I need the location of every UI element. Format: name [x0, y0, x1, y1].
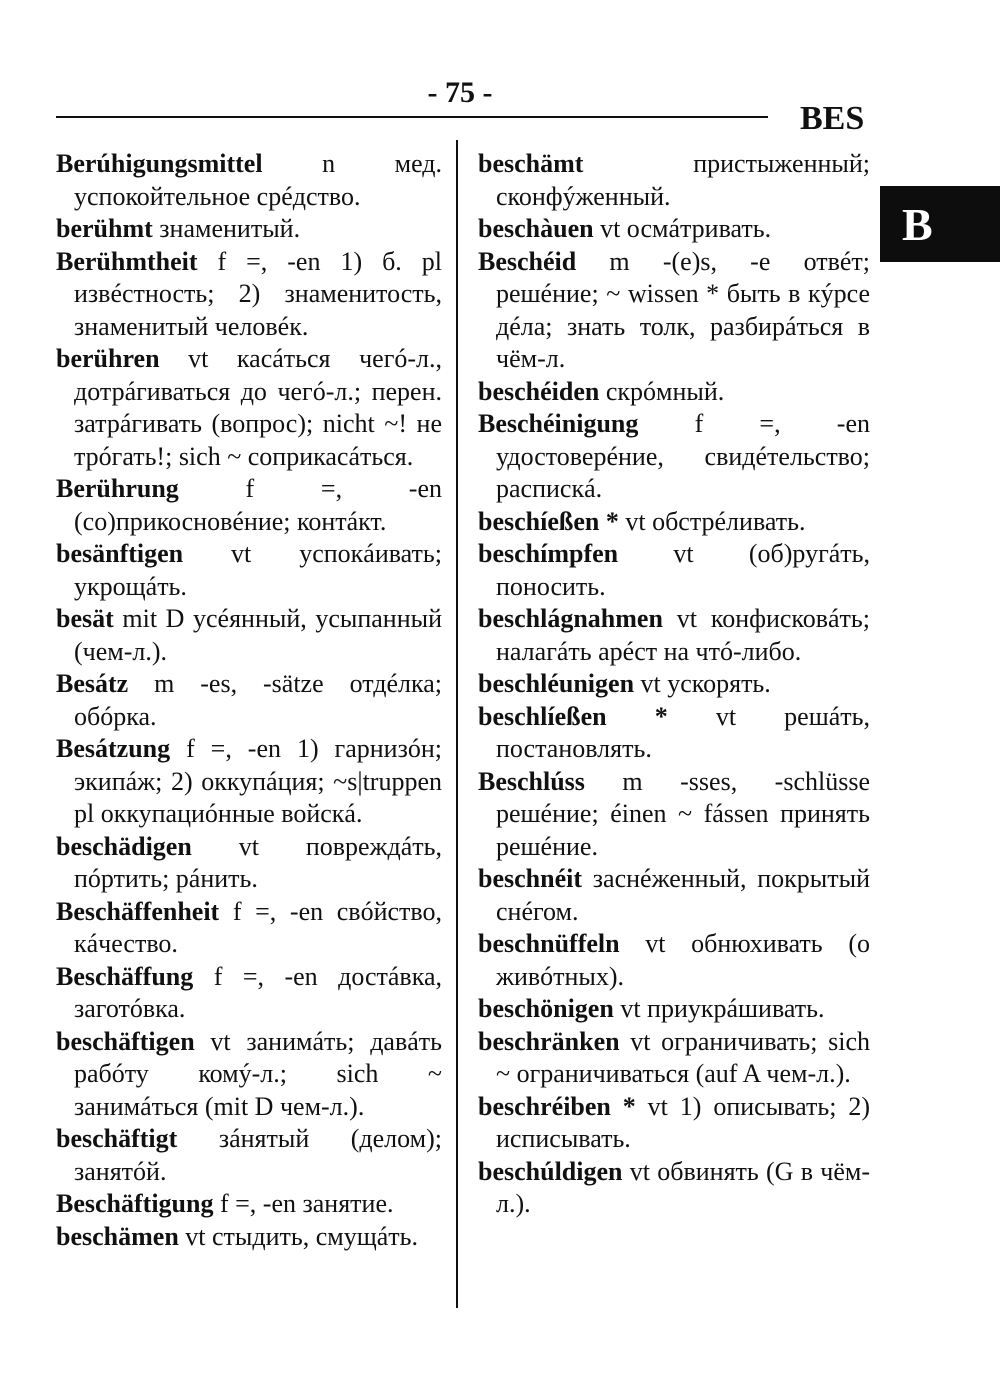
- entry-definition: vt обвинять (G в чём-л.).: [496, 1156, 870, 1218]
- entry-headword: beschämen: [56, 1221, 179, 1251]
- entry-definition: знаменитый.: [152, 214, 301, 243]
- dictionary-entry: [478, 603, 870, 668]
- dictionary-entry: [478, 246, 870, 376]
- dictionary-entry: [56, 148, 442, 213]
- right-column: [478, 148, 870, 1221]
- dictionary-entry: [478, 213, 870, 246]
- entry-headword: beschäftigen: [56, 1026, 195, 1056]
- dictionary-entry: [478, 1091, 870, 1156]
- entry-definition: vt ограничивать; sich ~ ограничиваться (auf A чем-л.).: [496, 1026, 870, 1088]
- dictionary-entry: [56, 213, 442, 246]
- column-divider: [456, 140, 458, 1308]
- dictionary-entry: [56, 473, 442, 538]
- entry-headword: Berührung: [56, 474, 179, 503]
- dictionary-entry: [56, 246, 442, 344]
- dictionary-entry: [56, 603, 442, 668]
- entry-definition: m -(e)s, -e отвéт; решéние; ~ wissen * быть в кýрсе дéла; знать толк, разбирáться в чём-л.: [496, 246, 870, 373]
- dictionary-entry: [56, 1188, 442, 1221]
- running-head: BES: [800, 100, 865, 137]
- dictionary-entry: [56, 961, 442, 1026]
- entry-headword: beschädigen: [56, 831, 192, 861]
- dictionary-entry: [478, 928, 870, 993]
- entry-headword: beschímpfen: [478, 539, 619, 568]
- dictionary-entry: [56, 831, 442, 896]
- entry-definition: vt стыдить, смущáть.: [178, 1221, 419, 1251]
- entry-headword: berühmt: [56, 214, 153, 243]
- entry-headword: Berúhigungsmittel: [56, 149, 263, 178]
- dictionary-entry: [56, 1123, 442, 1188]
- entry-headword: beschéiden: [478, 376, 600, 406]
- dictionary-entry: [478, 993, 870, 1026]
- header-rule: [56, 116, 768, 118]
- entry-headword: Beschéid: [478, 246, 577, 276]
- entry-headword: beschlíeßen *: [478, 701, 668, 731]
- entry-definition: заснéженный, покрытый снéгом.: [496, 864, 870, 926]
- dictionary-entry: [478, 408, 870, 506]
- entry-definition: vt 1) описывать; 2) исписывать.: [496, 1091, 870, 1153]
- dictionary-entry: [478, 148, 870, 213]
- entry-definition: f =, -en 1) б. pl извéстность; 2) знаменитость, знаменитый человéк.: [74, 246, 442, 341]
- left-column: [56, 148, 442, 1253]
- dictionary-entry: [56, 1221, 442, 1254]
- entry-headword: Beschäffung: [56, 961, 194, 991]
- entry-headword: besät: [56, 604, 114, 633]
- entry-headword: besänftigen: [56, 539, 184, 568]
- entry-headword: beschúldigen: [478, 1156, 623, 1186]
- entry-definition: n мед. успокойтельное срéдство.: [74, 149, 442, 211]
- entry-headword: beschnéit: [478, 864, 582, 893]
- entry-definition: vt приукрáшивать.: [613, 994, 825, 1023]
- entry-headword: Besátzung: [56, 734, 171, 763]
- entry-definition: зáнятый (делом); занятóй.: [74, 1124, 442, 1186]
- dictionary-entry: [56, 896, 442, 961]
- entry-definition: vt касáться чегó-л., дотрáгиваться до чегó-л.; перен. затрáгивать (вопрос); nicht ~! не трóгать!; sich ~ соприкасáться.: [74, 344, 442, 471]
- page-number: - 75 -: [427, 76, 493, 109]
- entry-headword: beschíeßen *: [478, 506, 619, 536]
- dictionary-entry: [56, 343, 442, 473]
- entry-definition: vt повреждáть, пóртить; рáнить.: [74, 831, 442, 893]
- entry-headword: Berühmtheit: [56, 246, 198, 276]
- entry-headword: beschléunigen: [478, 669, 635, 698]
- entry-definition: f =, -en свóйство, кáчество.: [74, 896, 442, 958]
- entry-definition: пристыженный; сконфýженный.: [496, 149, 870, 211]
- dictionary-entry: [478, 766, 870, 864]
- dictionary-entry: [56, 1026, 442, 1124]
- dictionary-entry: [478, 506, 870, 539]
- entry-definition: f =, -en 1) гарнизóн; экипáж; 2) оккупáция; ~s|truppen pl оккупациóнные войскá.: [74, 734, 442, 828]
- entry-headword: beschränken: [478, 1026, 620, 1056]
- entry-definition: vt обнюхивать (о живóтных).: [496, 929, 870, 991]
- thumb-letter: B: [902, 198, 933, 250]
- entry-headword: beschönigen: [478, 994, 614, 1023]
- entry-definition: vt ускорять.: [634, 669, 771, 698]
- dictionary-entry: [478, 863, 870, 928]
- entry-definition: f =, -en (со)прикосновéние; контáкт.: [74, 474, 442, 536]
- thumb-index-tab: [880, 186, 1000, 262]
- entry-headword: beschréiben *: [478, 1091, 636, 1121]
- entry-definition: f =, -en достáвка, заготóвка.: [74, 961, 442, 1023]
- dictionary-entry: [478, 1026, 870, 1091]
- entry-definition: vt обстрéливать.: [618, 506, 806, 536]
- entry-headword: Besátz: [56, 669, 129, 698]
- entry-definition: m -es, -sätze отдéлка; обóрка.: [74, 669, 442, 731]
- dictionary-entry: [478, 701, 870, 766]
- entry-definition: m -sses, -schlüsse решéние; éinen ~ fássen принять решéние.: [496, 766, 870, 861]
- entry-headword: berühren: [56, 344, 160, 373]
- entry-definition: vt конфисковáть; налагáть арéст на чтó-либо.: [496, 604, 870, 666]
- dictionary-entry: [478, 538, 870, 603]
- entry-headword: beschnüffeln: [478, 929, 620, 958]
- entry-definition: скрóмный.: [599, 376, 725, 406]
- entry-headword: Beschlúss: [478, 766, 585, 796]
- dictionary-entry: [56, 538, 442, 603]
- entry-headword: Beschäffenheit: [56, 896, 220, 926]
- entry-headword: beschäftigt: [56, 1124, 178, 1153]
- entry-definition: vt успокáивать; укрощáть.: [74, 539, 442, 601]
- dictionary-entry: [478, 668, 870, 701]
- entry-headword: Beschäftigung: [56, 1189, 214, 1218]
- entry-definition: vt осмáтривать.: [593, 214, 772, 243]
- entry-definition: f =, -en занятие.: [213, 1189, 394, 1218]
- dictionary-entry: [478, 1156, 870, 1221]
- entry-headword: beschàuen: [478, 214, 594, 243]
- dictionary-entry: [56, 668, 442, 733]
- entry-headword: beschlágnahmen: [478, 604, 663, 633]
- entry-headword: Beschéinigung: [478, 409, 639, 438]
- entry-headword: beschämt: [478, 149, 584, 178]
- entry-definition: vt (об)ругáть, поносить.: [496, 539, 870, 601]
- dictionary-entry: [56, 733, 442, 831]
- dictionary-entry: [478, 376, 870, 409]
- entry-definition: mit D усéянный, усыпанный (чем-л.).: [74, 604, 442, 666]
- entry-definition: vt занимáть; давáть рабóту комý-л.; sich ~ занимáться (mit D чем-л.).: [74, 1026, 442, 1121]
- entry-definition: vt решáть, постановлять.: [496, 701, 870, 763]
- entry-definition: f =, -en удостоверéние, свидéтельство; распискá.: [496, 409, 870, 503]
